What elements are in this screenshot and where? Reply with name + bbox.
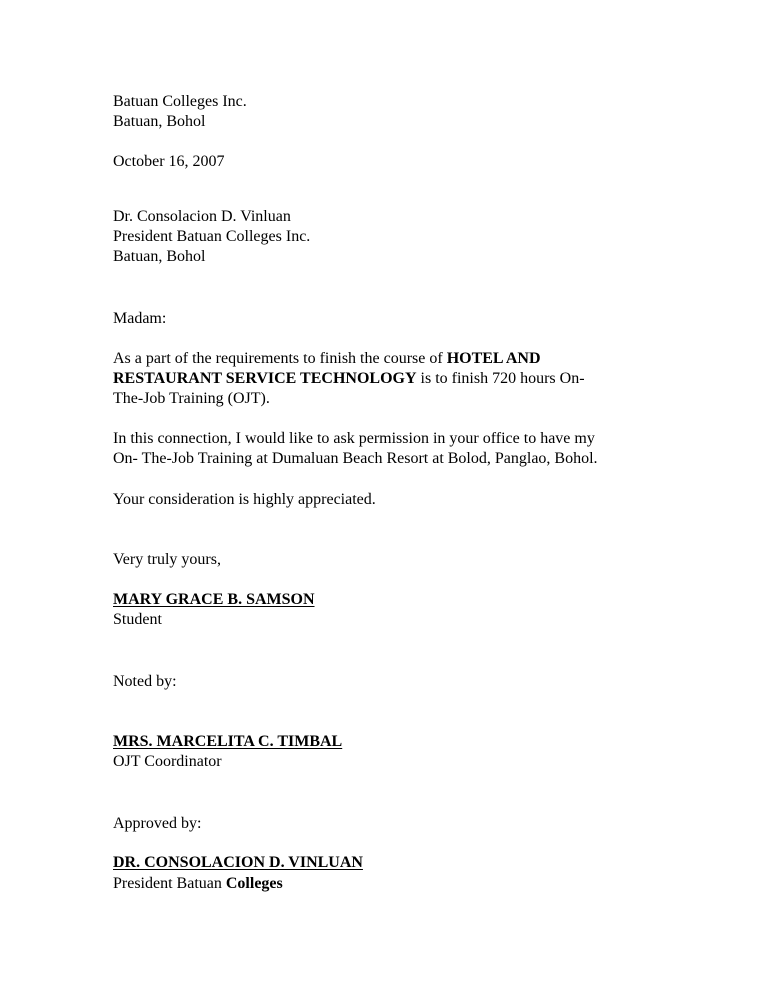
letter-date: October 16, 2007: [113, 153, 225, 170]
approved-by-label: Approved by:: [113, 815, 202, 832]
closing: Very truly yours,: [113, 551, 221, 568]
approved-by-role-text: President Batuan: [113, 875, 226, 892]
recipient-address: Batuan, Bohol: [113, 248, 206, 265]
signatory-role: Student: [113, 611, 162, 628]
approved-by-name: DR. CONSOLACION D. VINLUAN: [113, 854, 363, 871]
sender-org: Batuan Colleges Inc.: [113, 93, 247, 110]
course-name-part-1: HOTEL AND: [446, 350, 541, 367]
noted-by-label: Noted by:: [113, 673, 177, 690]
salutation: Madam:: [113, 310, 167, 327]
recipient-title: President Batuan Colleges Inc.: [113, 228, 311, 245]
sender-address: Batuan, Bohol: [113, 113, 206, 130]
body-text: As a part of the requirements to finish the course of: [113, 350, 447, 367]
body-paragraph-1-line-1: [113, 349, 541, 369]
body-paragraph-1-line-2: [113, 369, 585, 389]
course-name-part-2: RESTAURANT SERVICE TECHNOLOGY: [113, 370, 417, 387]
body-paragraph-3: Your consideration is highly appreciated.: [113, 491, 376, 508]
approved-by-role-bold: Colleges: [225, 875, 283, 892]
noted-by-name: MRS. MARCELITA C. TIMBAL: [113, 733, 343, 750]
signatory-name: MARY GRACE B. SAMSON: [113, 591, 315, 608]
body-paragraph-2-line-1: In this connection, I would like to ask permission in your office to have my: [113, 430, 595, 447]
noted-by-role: OJT Coordinator: [113, 753, 222, 770]
body-paragraph-1-line-3: The-Job Training (OJT).: [113, 390, 270, 407]
body-text: is to finish 720 hours On-: [416, 370, 585, 387]
recipient-name: Dr. Consolacion D. Vinluan: [113, 208, 291, 225]
body-paragraph-2-line-2: On- The-Job Training at Dumaluan Beach Resort at Bolod, Panglao, Bohol.: [113, 450, 598, 467]
approved-by-role: [113, 874, 283, 894]
